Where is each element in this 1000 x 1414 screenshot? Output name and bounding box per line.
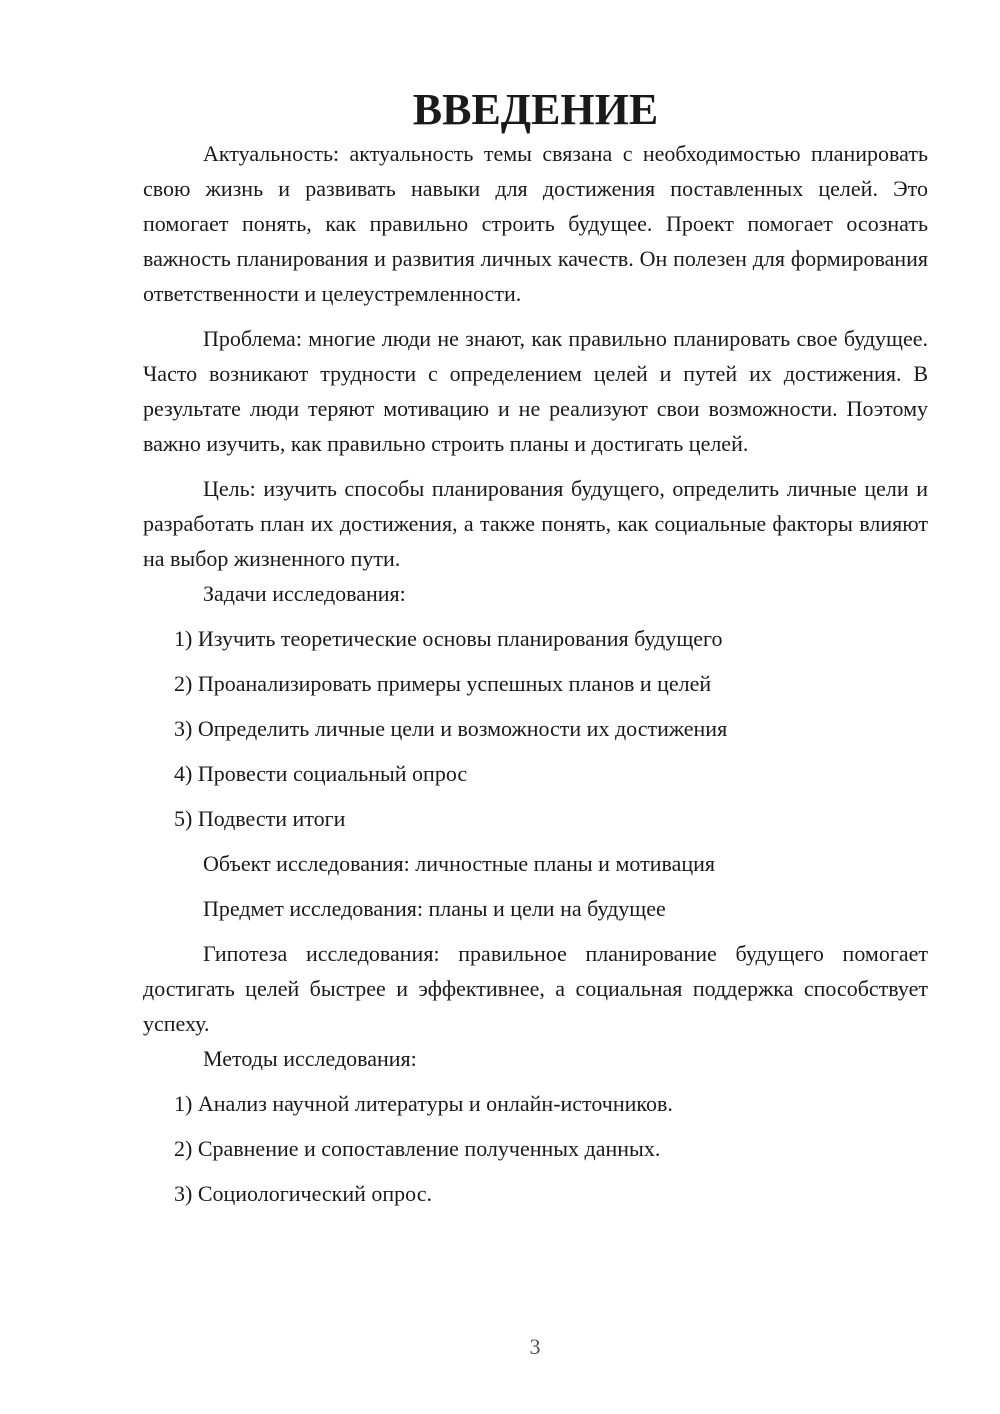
hypothesis-paragraph: Гипотеза исследования: правильное планирование будущего помогает достигать целей быстрее и эффективнее, а социальная поддержка способствует успеху. xyxy=(143,941,928,1036)
task-item: 4) Провести социальный опрос xyxy=(174,761,468,786)
methods-heading: Методы исследования: xyxy=(203,1046,417,1071)
subject-line: Предмет исследования: планы и цели на будущее xyxy=(203,896,666,921)
method-item: 2) Сравнение и сопоставление полученных данных. xyxy=(174,1136,661,1161)
page-content xyxy=(143,85,928,1211)
page-title: ВВЕДЕНИЕ xyxy=(412,85,659,134)
goal-paragraph: Цель: изучить способы планирования будущего, определить личные цели и разработать план их достижения, а также понять, как социальные факторы влияют на выбор жизненного пути. xyxy=(143,476,928,571)
problem-paragraph: Проблема: многие люди не знают, как правильно планировать свое будущее. Часто возникают трудности с определением целей и путей их достижения. В результате люди теряют мотивацию и не реализуют свои возможности. Поэтому важно изучить, как правильно строить планы и достигать целей. xyxy=(143,326,928,456)
page-number: 3 xyxy=(529,1334,541,1359)
relevance-paragraph: Актуальность: актуальность темы связана с необходимостью планировать свою жизнь и развивать навыки для достижения поставленных целей. Это помогает понять, как правильно строить будущее. Проект помогает осознать важность планирования и развития личных качеств. Он полезен для формирования ответственности и целеустремленности. xyxy=(143,141,928,306)
task-item: 1) Изучить теоретические основы планирования будущего xyxy=(174,626,723,651)
object-line: Объект исследования: личностные планы и мотивация xyxy=(203,851,716,876)
task-item: 3) Определить личные цели и возможности их достижения xyxy=(174,716,728,741)
task-item: 5) Подвести итоги xyxy=(174,806,346,831)
task-item: 2) Проанализировать примеры успешных планов и целей xyxy=(174,671,712,696)
tasks-heading: Задачи исследования: xyxy=(203,581,406,606)
method-item: 3) Социологический опрос. xyxy=(174,1181,432,1206)
method-item: 1) Анализ научной литературы и онлайн-источников. xyxy=(174,1091,673,1116)
